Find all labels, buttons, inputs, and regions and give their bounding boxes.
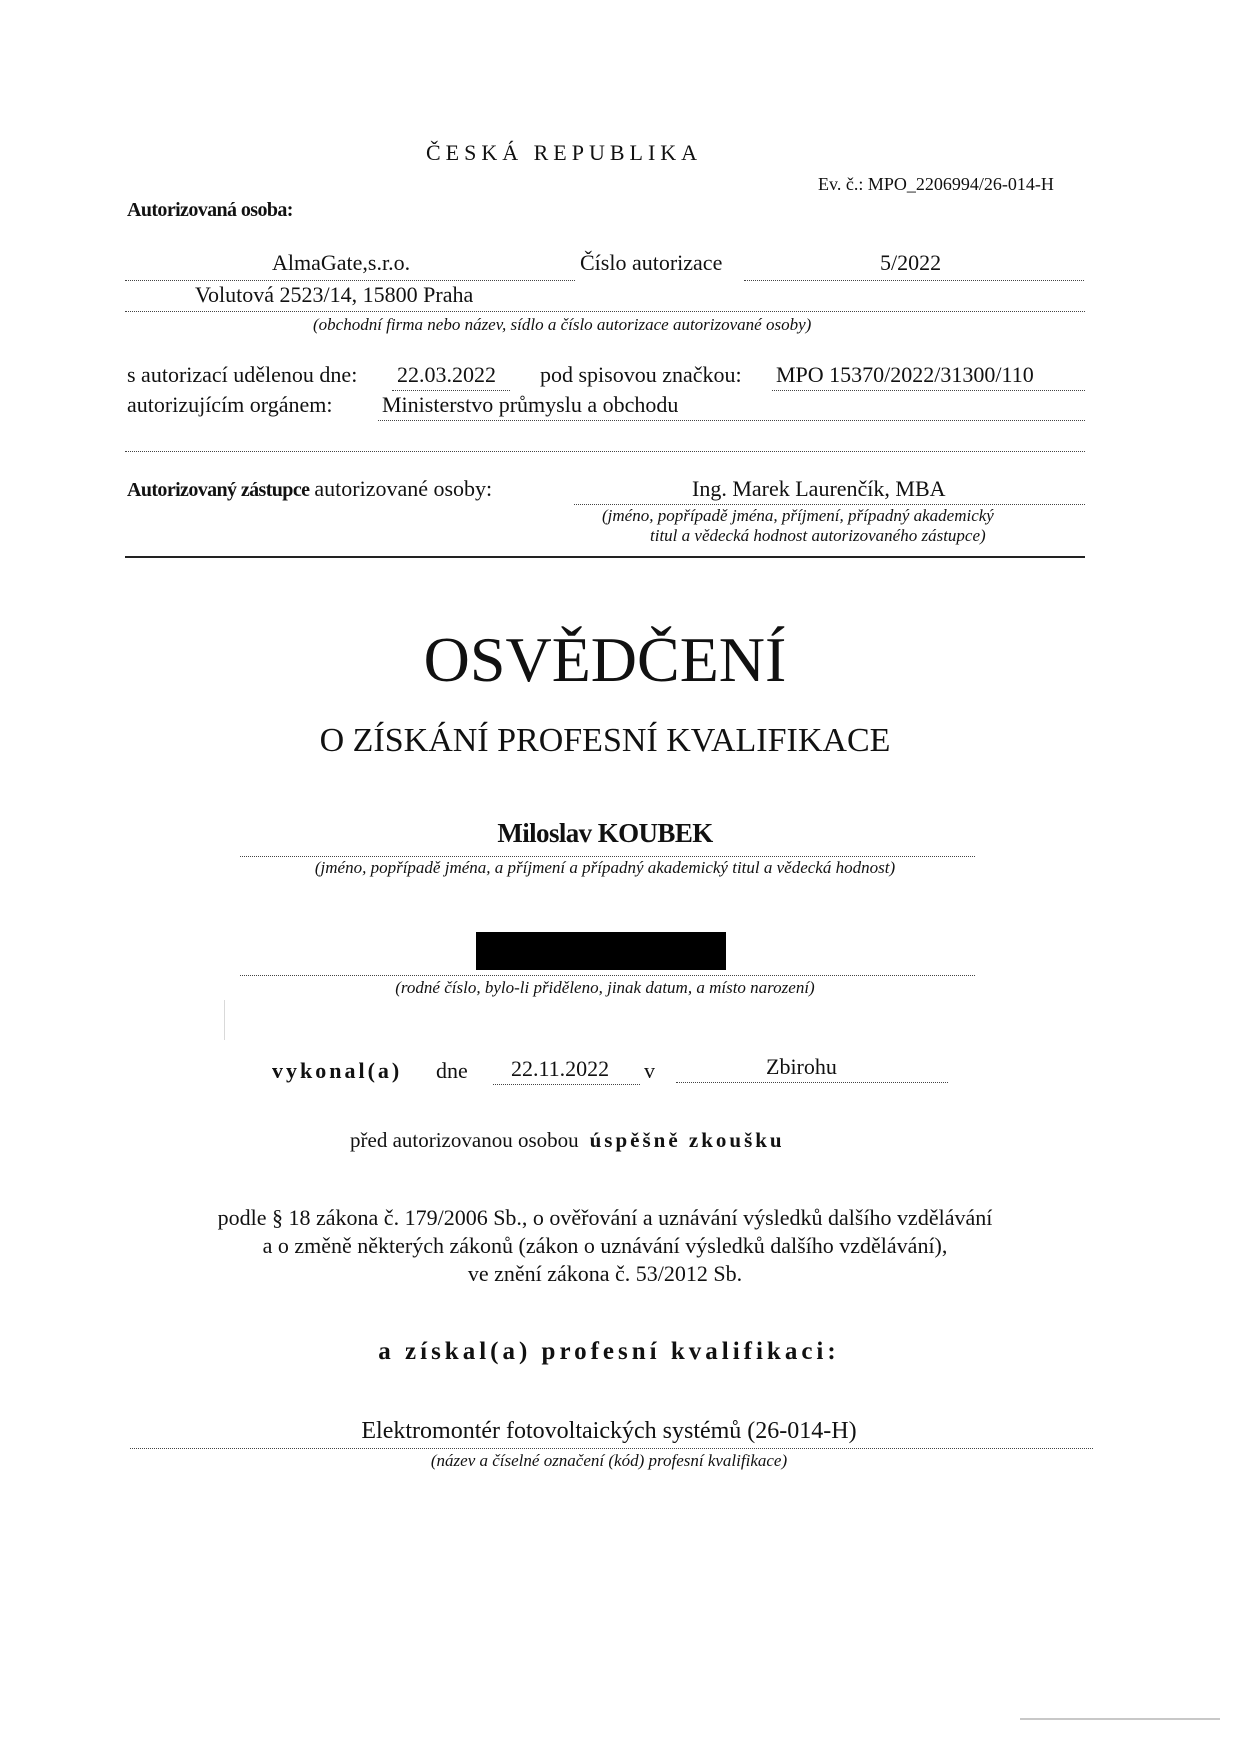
authorized-person-label: Autorizovaná osoba: [127, 199, 293, 221]
dotted-line [240, 856, 975, 857]
exam-date: 22.11.2022 [511, 1056, 610, 1081]
holder-name-caption: (jméno, popřípadě jména, a příjmení a případný akademický titul a vědecká hodnost) [314, 858, 896, 877]
law-line-1: podle § 18 zákona č. 179/2006 Sb., o ověřování a uznávání výsledků dalšího vzdělávání [217, 1205, 993, 1230]
authorization-number-label: Číslo autorizace [580, 250, 723, 275]
qualification-name: Elektromontér fotovoltaických systémů (26-014-H) [361, 1418, 857, 1444]
authorized-person-address: Volutová 2523/14, 15800 Praha [195, 282, 474, 307]
authority-label: autorizujícím orgánem: [127, 392, 333, 417]
law-line-3: ve znění zákona č. 53/2012 Sb. [467, 1261, 743, 1286]
qualification-heading: a získal(a) profesní kvalifikaci: [378, 1338, 840, 1365]
granted-label: s autorizací udělenou dne: [127, 362, 358, 387]
representative-caption-1: (jméno, popřípadě jména, příjmení, případný akademický [602, 506, 994, 525]
representative-label-bold: Autorizovaný zástupce [127, 479, 310, 501]
date-label: dne [436, 1058, 468, 1083]
representative-label-rest: autorizované osoby: [314, 476, 493, 501]
authorized-person-name: AlmaGate,s.r.o. [272, 250, 411, 275]
certificate-title: OSVĚDČENÍ [423, 624, 787, 695]
dotted-line [676, 1082, 948, 1083]
dotted-line [392, 390, 510, 391]
before-authorized-person [350, 1128, 785, 1153]
authority-name: Ministerstvo průmyslu a obchodu [382, 392, 679, 417]
holder-name: Miloslav KOUBEK [497, 818, 713, 848]
dotted-line [772, 390, 1085, 391]
before-text: před autorizovanou osobou [350, 1128, 579, 1152]
scan-mark [1020, 1718, 1220, 1720]
file-mark-label: pod spisovou značkou: [540, 362, 742, 387]
law-line-2: a o změně některých zákonů (zákon o uznávání výsledků dalšího vzdělávání), [262, 1233, 948, 1258]
performed-label: vykonal(a) [272, 1058, 403, 1083]
qualification-caption: (název a číselné označení (kód) profesní kvalifikace) [430, 1451, 788, 1470]
dotted-line [125, 311, 1085, 312]
exam-place: Zbirohu [766, 1054, 837, 1079]
representative-name: Ing. Marek Laurenčík, MBA [692, 476, 946, 501]
file-mark: MPO 15370/2022/31300/110 [776, 362, 1034, 387]
country-heading: ČESKÁ REPUBLIKA [426, 140, 703, 165]
representative-caption-2: titul a vědecká hodnost autorizovaného zástupce) [650, 526, 986, 545]
granted-date: 22.03.2022 [397, 362, 496, 387]
success-text: úspěšně zkoušku [589, 1128, 785, 1152]
dotted-line [744, 280, 1084, 281]
certificate-subtitle: O ZÍSKÁNÍ PROFESNÍ KVALIFIKACE [319, 722, 891, 759]
dotted-line [378, 420, 1085, 421]
ev-number: Ev. č.: MPO_2206994/26-014-H [818, 174, 1054, 194]
dotted-line [493, 1084, 640, 1085]
dotted-line [130, 1448, 1093, 1449]
place-label: v [644, 1058, 655, 1083]
representative-label [127, 476, 492, 502]
redacted-birth-number [476, 932, 726, 970]
dotted-line [125, 451, 1085, 452]
authorization-number: 5/2022 [880, 250, 942, 275]
dotted-line [240, 975, 975, 976]
scan-mark [224, 1000, 225, 1040]
dotted-line [574, 504, 1085, 505]
dotted-line [125, 280, 575, 281]
section-divider [125, 556, 1085, 558]
birth-caption: (rodné číslo, bylo-li přiděleno, jinak datum, a místo narození) [395, 978, 815, 997]
authorized-person-caption: (obchodní firma nebo název, sídlo a číslo autorizace autorizované osoby) [313, 315, 812, 334]
